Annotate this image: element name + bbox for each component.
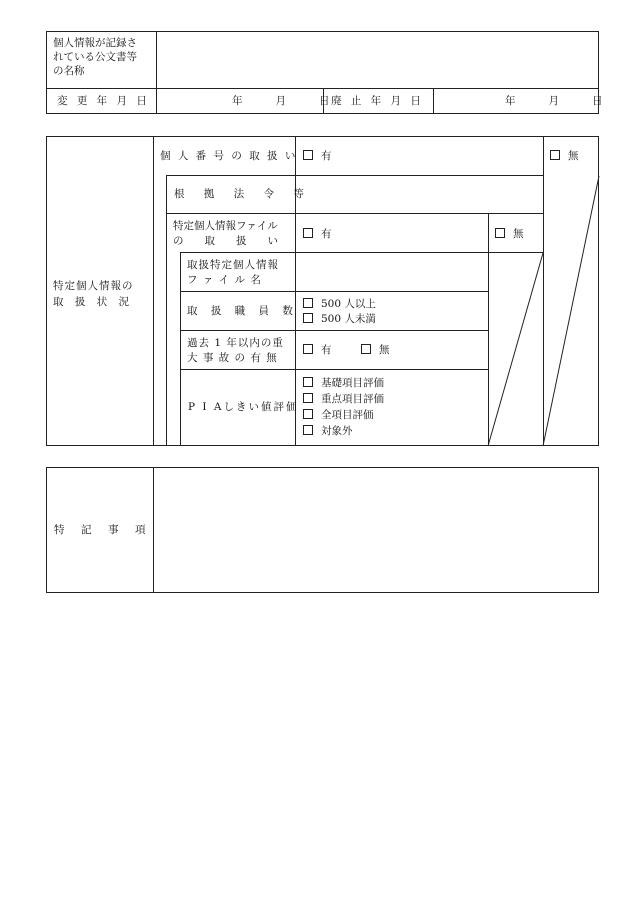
special-notes-field[interactable] bbox=[157, 470, 596, 590]
pia-option-priority[interactable]: 重点項目評価 bbox=[303, 391, 384, 407]
checkbox-icon[interactable] bbox=[550, 150, 560, 160]
abolish-date-label: 廃 止 年 月 日 bbox=[331, 95, 424, 107]
file-name-label: 取扱特定個人情報 フ ァ イ ル 名 bbox=[187, 259, 279, 286]
legal-basis-label: 根 拠 法 令 等 bbox=[174, 188, 312, 200]
checkbox-icon[interactable] bbox=[303, 409, 313, 419]
checkbox-icon[interactable] bbox=[303, 150, 313, 160]
mynumber-no-option[interactable]: 無 bbox=[550, 150, 579, 163]
staff-option-over-500[interactable]: 500 人以上 bbox=[303, 297, 376, 312]
document-name-label: 個人情報が記録さ れている公文書等 の名称 bbox=[53, 37, 137, 77]
checkbox-icon[interactable] bbox=[303, 313, 313, 323]
staff-option-under-500[interactable]: 500 人未満 bbox=[303, 312, 376, 327]
pia-option-basic[interactable]: 基礎項目評価 bbox=[303, 375, 384, 391]
mynumber-handling-label: 個 人 番 号 の 取 扱 い bbox=[160, 150, 298, 162]
checkbox-icon[interactable] bbox=[303, 298, 313, 308]
accident-no-option[interactable]: 無 bbox=[361, 344, 390, 357]
special-notes-label: 特 記 事 項 bbox=[54, 524, 149, 536]
pia-option-not-applicable[interactable]: 対象外 bbox=[303, 423, 384, 439]
accident-yes-option[interactable]: 有 bbox=[303, 344, 332, 357]
file-handling-label: 特定個人情報ファイル の 取 扱 い bbox=[173, 220, 278, 247]
file-handling-yes-option[interactable]: 有 bbox=[303, 228, 332, 241]
checkbox-icon[interactable] bbox=[303, 228, 313, 238]
checkbox-icon[interactable] bbox=[303, 393, 313, 403]
change-date-field[interactable]: 年 月 日 bbox=[232, 95, 334, 107]
checkbox-icon[interactable] bbox=[303, 344, 313, 354]
section-label: 特定個人情報の 取 扱 状 況 bbox=[53, 280, 134, 308]
file-name-field[interactable] bbox=[298, 255, 485, 289]
pia-option-full[interactable]: 全項目評価 bbox=[303, 407, 384, 423]
serious-accident-label: 過去 1 年以内の重 大 事 故 の 有 無 bbox=[187, 337, 284, 364]
pia-threshold-label: P I Aしきい値評価 bbox=[188, 401, 299, 413]
checkbox-icon[interactable] bbox=[361, 344, 371, 354]
file-handling-no-option[interactable]: 無 bbox=[495, 228, 524, 241]
legal-basis-field[interactable] bbox=[298, 178, 541, 211]
pia-options[interactable] bbox=[303, 375, 384, 439]
checkbox-icon[interactable] bbox=[495, 228, 505, 238]
change-date-label: 変 更 年 月 日 bbox=[57, 95, 150, 107]
abolish-date-field[interactable]: 年 月 日 bbox=[505, 95, 607, 107]
mynumber-yes-option[interactable]: 有 bbox=[303, 150, 332, 163]
checkbox-icon[interactable] bbox=[303, 425, 313, 435]
staff-count-options[interactable] bbox=[303, 297, 376, 327]
staff-count-label: 取 扱 職 員 数 bbox=[187, 305, 298, 317]
checkbox-icon[interactable] bbox=[303, 377, 313, 387]
